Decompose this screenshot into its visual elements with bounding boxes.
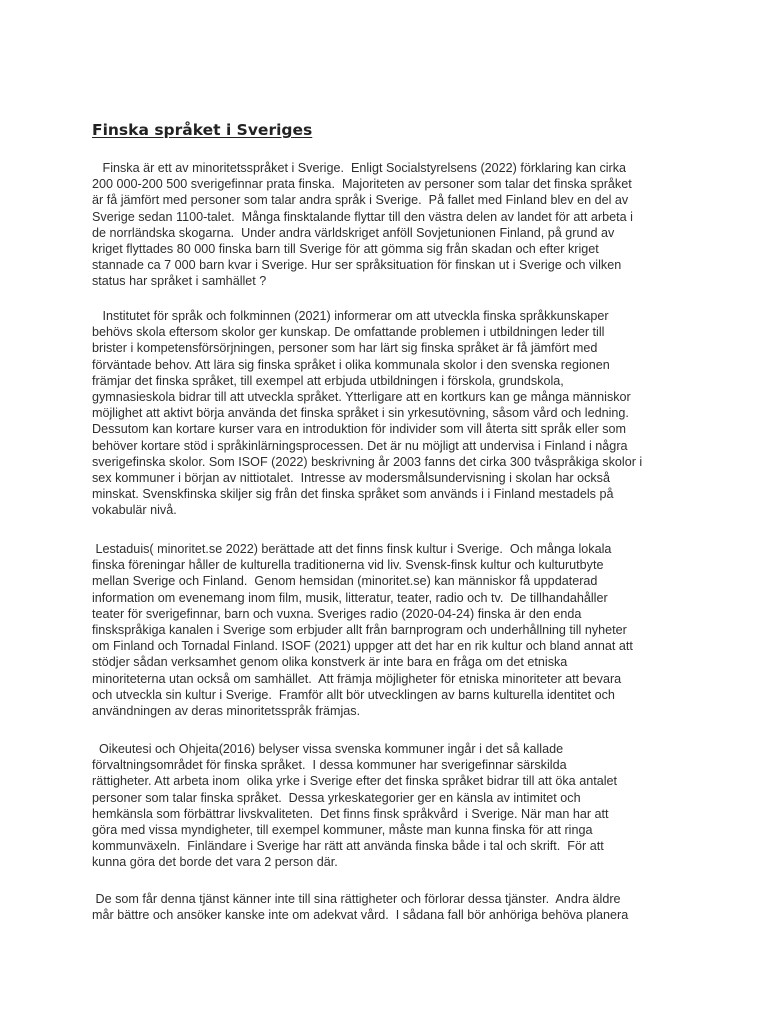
text-line: om Finland och Tornadal Finland. ISOF (2021) uppger att det har en rik kultur och bland annat att — [92, 639, 633, 654]
paragraph-rattigheter — [92, 741, 692, 871]
paragraph-tjanst — [92, 891, 692, 923]
text-line: status har språket i samhället ? — [92, 274, 267, 289]
text-line: sverigefinska skolor. Som ISOF (2022) beskrivning år 2003 fanns det cirka 300 tvåspråkiga skolor i — [92, 454, 643, 469]
text-line: Oikeutesi och Ohjeita(2016) belyser vissa svenska kommuner ingår i det så kallade — [92, 742, 564, 756]
text-line: hemkänsla som förbättrar livskvaliteten. Det finns finsk språkvård i Sverige. När man har att — [92, 806, 609, 821]
text-line: användningen av deras minoritetsspråk främjas. — [92, 703, 361, 718]
text-line: behöver kortare stöd i språkinlärningsprocessen. Det är nu möjligt att undervisa i Finland i några — [92, 438, 628, 453]
text-line: Institutet för språk och folkminnen (2021) informerar om att utveckla finska språkkunskaper — [92, 309, 609, 323]
text-line: möjlighet att aktivt börja använda det finska språket i sin yrkesutövning, såsom vård och ledning. — [92, 406, 629, 421]
text-line: främjar det finska språket, till exempel att erbjuda utbildningen i förskola, grundskola, — [92, 373, 564, 388]
text-line: rättigheter. Att arbeta inom olika yrke i Sverige efter det finska språket bidrar till att öka antalet — [92, 774, 618, 789]
text-line: kriget flyttades 80 000 finska barn till Sverige för att gömma sig från skadan och efter kriget — [92, 241, 599, 256]
text-line: förväntade behov. Att lära sig finska språket i olika kommunala skolor i den svenska regionen — [92, 357, 610, 372]
text-line: stannade ca 7 000 barn kvar i Sverige. Hur ser språksituation för finskan ut i Sverige och vilken — [92, 258, 622, 273]
text-line: kunna göra det borde det vara 2 person där. — [92, 855, 338, 870]
text-line: information om evenemang inom film, musik, litteratur, teater, radio och tv. De tillhandahåller — [92, 590, 608, 605]
text-line: mår bättre och ansöker kanske inte om adekvat vård. I sådana fall bör anhöriga behöva planera — [92, 908, 629, 923]
text-line: de norrländska skogarna. Under andra världskriget anföll Sovjetunionen Finland, på grund av — [92, 225, 615, 240]
paragraph-kultur — [92, 541, 692, 719]
text-line: De som får denna tjänst känner inte till sina rättigheter och förlorar dessa tjänster. Andra äldre — [92, 892, 621, 906]
text-line: minoriteterna utan också om samhället. Att främja möjligheter för etniska minoriteter att bevara — [92, 671, 622, 686]
paragraph-intro — [92, 160, 692, 290]
text-line: och utveckla sin kultur i Sverige. Framför allt bör utvecklingen av barns kulturella identitet och — [92, 687, 615, 702]
text-line: Lestaduis( minoritet.se 2022) berättade att det finns finsk kultur i Sverige. Och många lokala — [92, 542, 612, 556]
text-line: Sverige sedan 1100-talet. Många finsktalande flyttar till den västra delen av landet för att arbeta i — [92, 209, 633, 224]
text-line: vokabulär nivå. — [92, 503, 177, 518]
text-line: finskspråkiga kanalen i Sverige som erbjuder allt från barnprogram och underhållning till nyheter — [92, 622, 627, 637]
text-line: teater för sverigefinnar, barn och vuxna. Sveriges radio (2020-04-24) finska är den enda — [92, 606, 582, 621]
text-line: 200 000-200 500 sverigefinnar prata finska. Majoriteten av personer som talar det finska språket — [92, 177, 632, 192]
text-line: stödjer sådan verksamhet genom olika konstverk är inte bara en fråga om det etniska — [92, 655, 568, 670]
paragraph-institutet — [92, 308, 692, 518]
text-line: är få jämfört med personer som talar andra språk i Sverige. På fallet med Finland blev en del av — [92, 193, 629, 208]
text-line: förvaltningsområdet för finska språket. I dessa kommuner har sverigefinnar särskilda — [92, 758, 567, 773]
text-line: behövs skola eftersom skolor ger kunskap. De omfattande problemen i utbildningen leder till — [92, 325, 605, 340]
text-line: mellan Sverige och Finland. Genom hemsidan (minoritet.se) kan människor få uppdaterad — [92, 574, 598, 589]
text-line: personer som talar finska språket. Dessa yrkeskategorier ger en känsla av intimitet och — [92, 790, 581, 805]
text-line: gymnasieskola bidrar till att utveckla språket. Ytterligare att en kortkurs kan ge många människor — [92, 389, 631, 404]
text-line: brister i kompetensförsörjningen, personer som har lärt sig finska språket är få jämfört med — [92, 341, 598, 356]
text-line: göra med vissa myndigheter, till exempel kommuner, måste man kunna finska för att ringa — [92, 822, 593, 837]
text-line: Finska är ett av minoritetsspråket i Sverige. Enligt Socialstyrelsens (2022) förklaring kan cirka — [92, 161, 627, 175]
text-line: minskat. Svenskfinska skiljer sig från det finska språket som används i i Finland mestadels på — [92, 487, 614, 502]
text-line: sex kommuner i början av nittiotalet. Intresse av modersmålsundervisning i skolan har också — [92, 470, 610, 485]
text-line: Dessutom kan kortare kurser vara en introduktion för individer som vill återta sitt språk eller som — [92, 422, 627, 437]
text-line: kommunväxeln. Finländare i Sverige har rätt att använda finska både i tal och skrift. För att — [92, 839, 604, 854]
text-line: finska föreningar håller de kulturella traditionerna vid liv. Svensk-finsk kultur och kulturutbyte — [92, 558, 604, 573]
document-title: Finska språket i Sveriges — [92, 121, 313, 139]
